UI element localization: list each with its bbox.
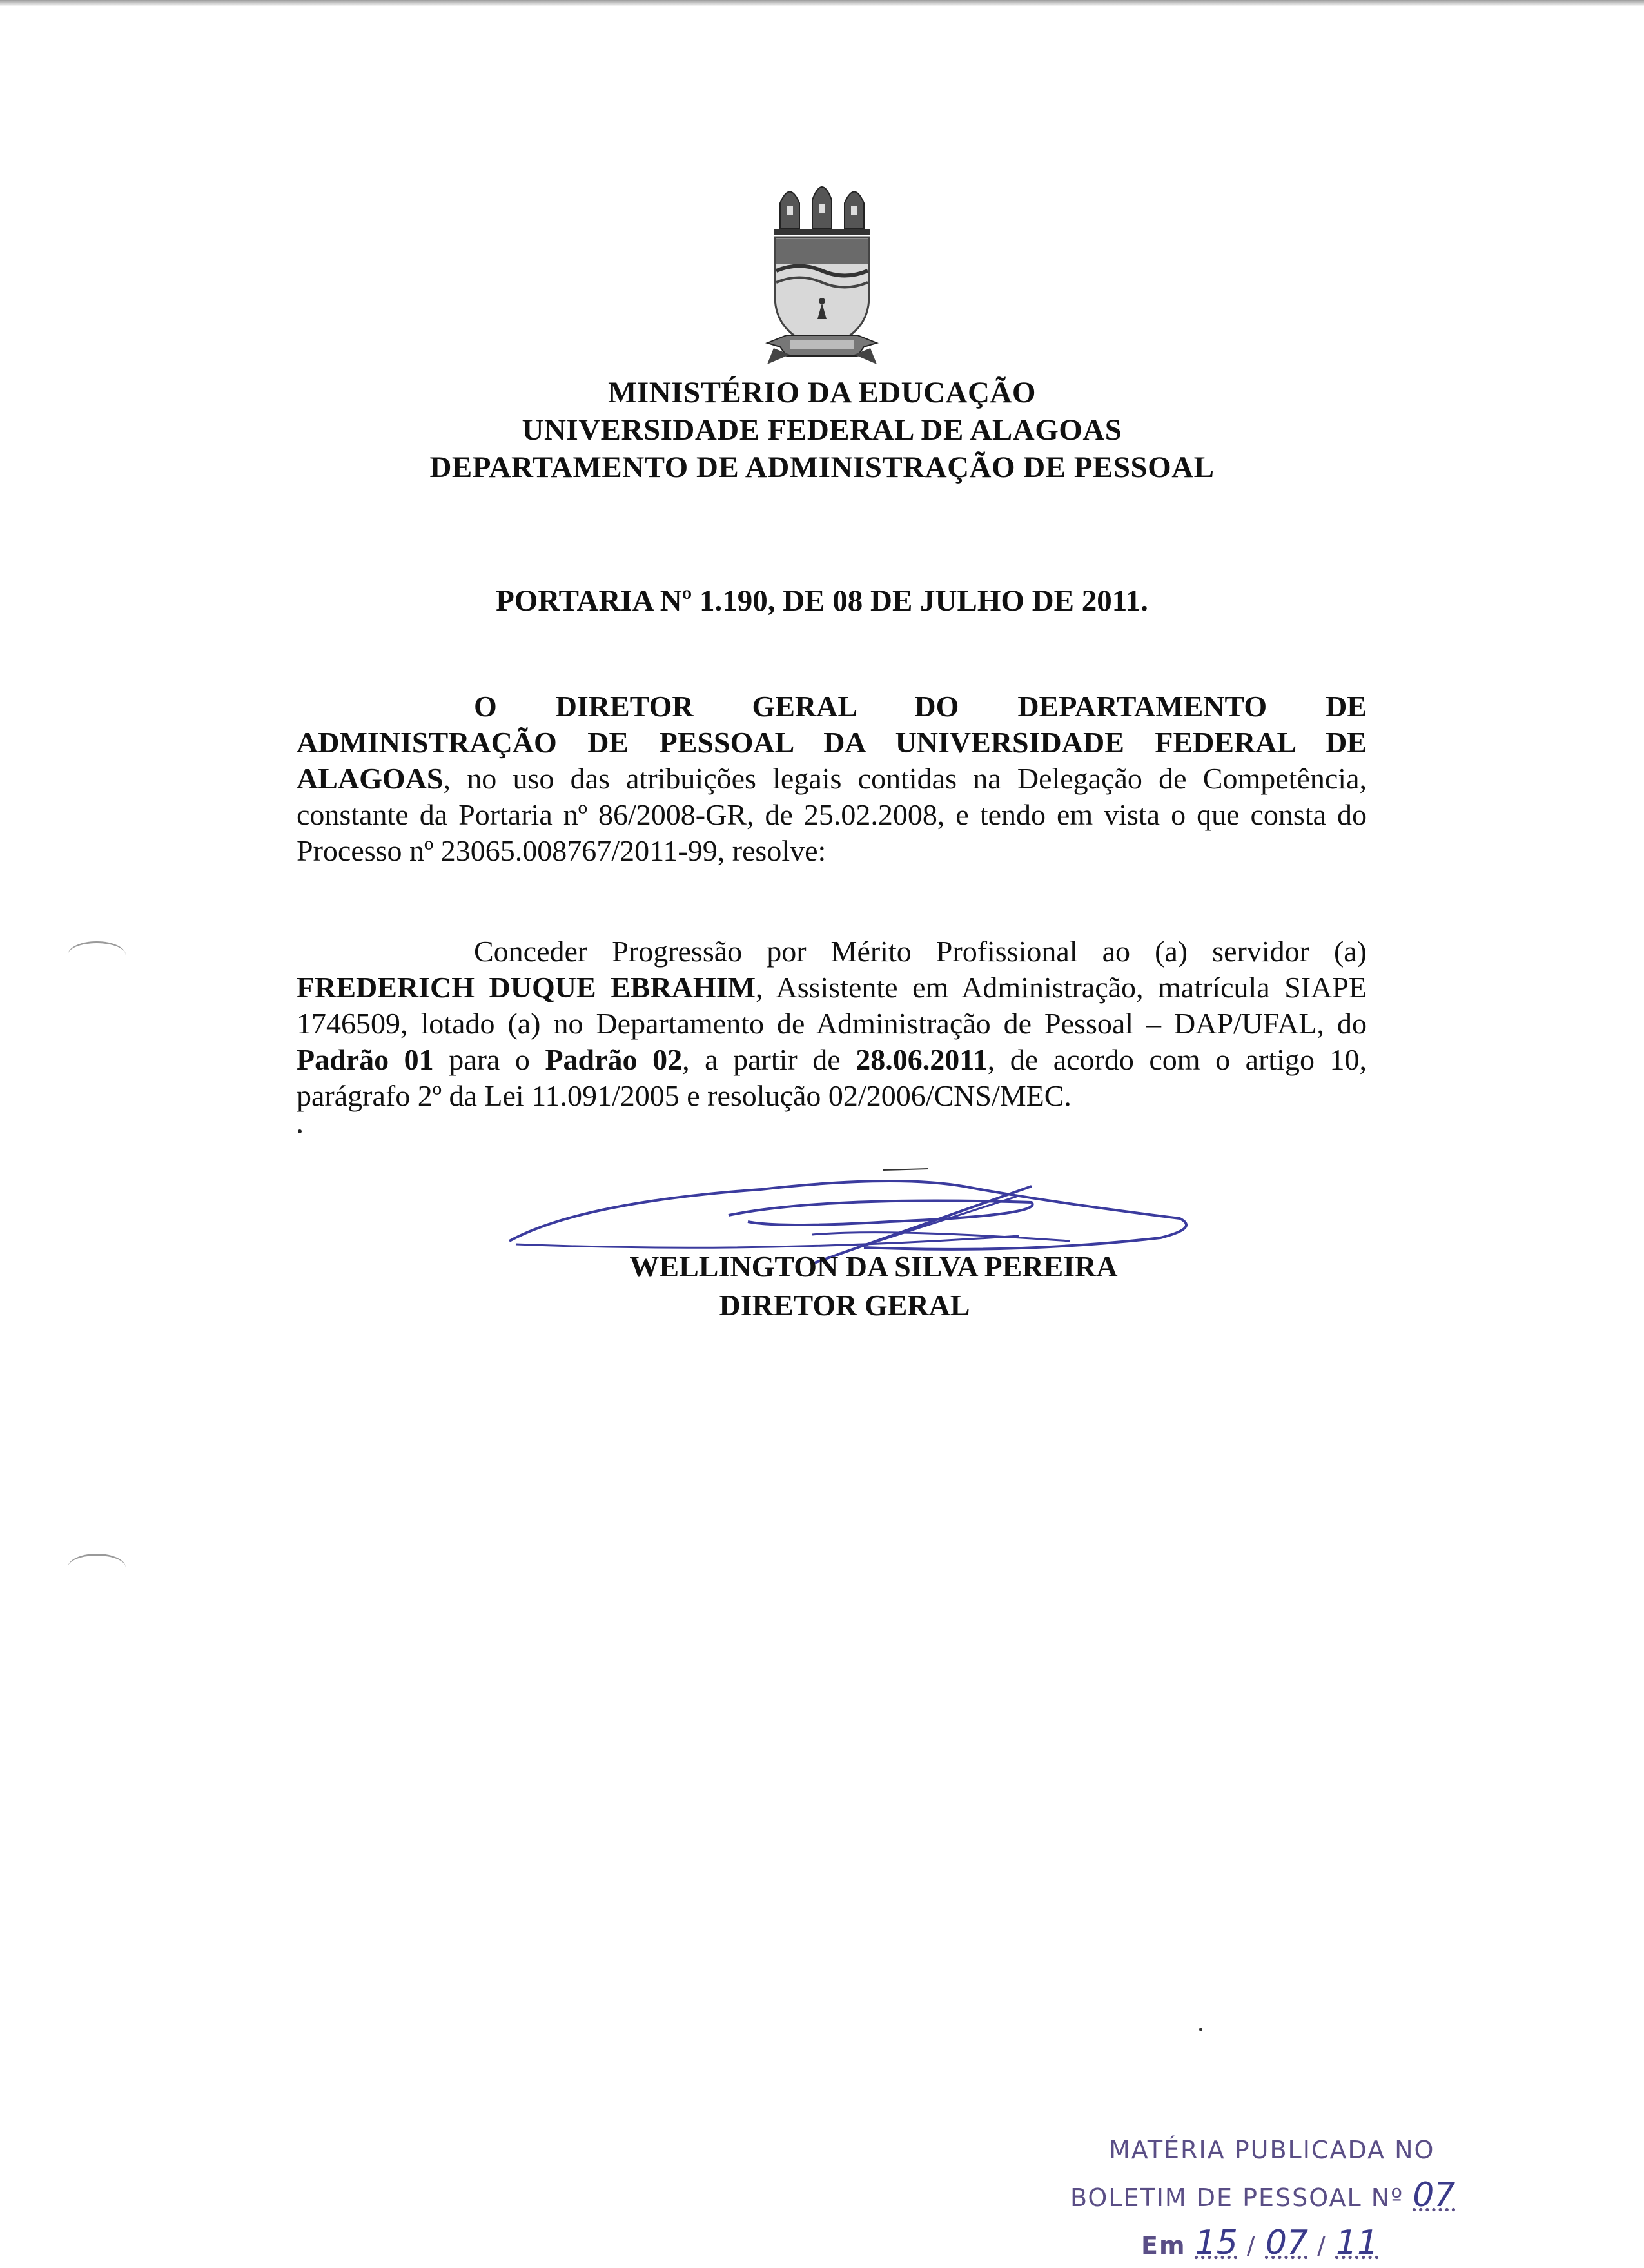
to-level: Padrão 02 — [545, 1043, 683, 1076]
scan-top-edge — [0, 0, 1644, 6]
stamp-year: 11 — [1335, 2224, 1379, 2262]
servant-name: FREDERICH DUQUE EBRAHIM — [297, 971, 756, 1004]
signer-block — [616, 1247, 1131, 1325]
department-line: DEPARTAMENTO DE ADMINISTRAÇÃO DE PESSOAL — [429, 451, 1215, 484]
signer-role: DIRETOR GERAL — [719, 1289, 970, 1322]
body-text-1: Conceder Progressão por Mérito Profissional ao (a) servidor (a) — [474, 935, 1367, 968]
stamp-boletim-label: BOLETIM DE PESSOAL Nº — [1070, 2184, 1404, 2212]
punch-hole-mark — [68, 1554, 126, 1581]
preamble-text: , no uso das atribuições legais contidas na Delegação de Competência, constante da Portaria nº 86/2008-GR, de 25.02.2008, e tendo em vista o que consta do Processo nº 23065.008767/2011-99, resolve: — [297, 762, 1367, 867]
stamp-line-2 — [1070, 2173, 1522, 2220]
preamble-paragraph — [297, 689, 1367, 869]
stamp-boletim-number: 07 — [1413, 2176, 1456, 2214]
stamp-month: 07 — [1265, 2224, 1308, 2262]
preamble-bold: O DIRETOR GERAL DO DEPARTAMENTO DE ADMINISTRAÇÃO DE PESSOAL DA UNIVERSIDADE FEDERAL DE ALAGOAS — [297, 690, 1367, 795]
ministry-line: MINISTÉRIO DA EDUCAÇÃO — [608, 376, 1036, 409]
punch-hole-mark — [68, 941, 126, 969]
from-level: Padrão 01 — [297, 1043, 434, 1076]
stamp-line-1: MATÉRIA PUBLICADA NO — [1109, 2136, 1435, 2164]
stamp-line-3: Em 15 / 07 / 11 — [1141, 2224, 1379, 2262]
stamp-date-label: Em — [1141, 2231, 1186, 2260]
institution-header — [0, 374, 1644, 486]
effective-date: 28.06.2011 — [856, 1043, 988, 1076]
portaria-title: PORTARIA Nº 1.190, DE 08 DE JULHO DE 2011. — [496, 584, 1148, 618]
publication-stamp — [1070, 2127, 1522, 2268]
body-text-3: para o — [433, 1043, 545, 1076]
stray-speck — [1199, 2028, 1202, 2031]
resolution-paragraph — [297, 934, 1367, 1114]
university-line: UNIVERSIDADE FEDERAL DE ALAGOAS — [522, 413, 1122, 447]
signer-name: WELLINGTON DA SILVA PEREIRA — [629, 1250, 1118, 1283]
body-text-5: , de acordo com o artigo 10, parágrafo 2º da Lei 11.091/2005 e resolução 02/2006/CNS/MEC. — [297, 1043, 1367, 1112]
stamp-day: 15 — [1195, 2224, 1238, 2262]
body-text-2: , Assistente em Administração, matrícula SIAPE 1746509, lotado (a) no Departamento de Administração de Pessoal – DAP/UFAL, do — [297, 971, 1367, 1040]
body-text-4: , a partir de — [682, 1043, 856, 1076]
stray-dot — [298, 1129, 302, 1133]
university-crest-icon — [761, 174, 883, 374]
